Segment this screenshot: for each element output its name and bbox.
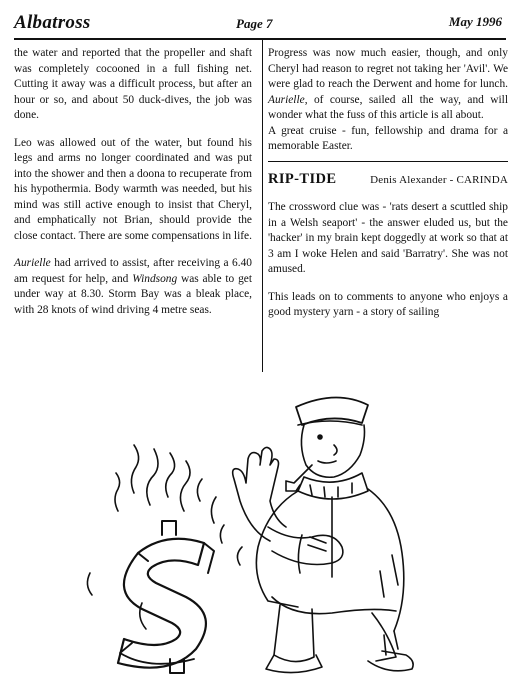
right-paragraph-5: This leads on to comments to anyone who enjoys a good mystery yarn - a story of sailing	[268, 290, 508, 318]
paragraph-text: Progress was now much easier, though, and only Cheryl had reason to regret not taking her 'Avil'. We were glad to reach the Derwent and home for lunch.	[268, 47, 508, 90]
section-divider	[268, 161, 508, 162]
left-paragraph-1: the water and reported that the propeller and shaft was completely cocooned in a full fishing net. Cutting it away was a difficult process, but after an hour or so, and about 50 duck-dives, the job was done.	[14, 47, 252, 121]
boat-name: Aurielle	[14, 257, 51, 269]
right-paragraph-1	[268, 46, 508, 124]
right-paragraph-4: The crossword clue was - 'rats desert a scuttled ship in a Welsh seaport' - the answer eluded us, but the 'hacker' in my brain kept doggedly at work so that at 3 am I woke Helen and said 'Barratry'. She was not amused.	[268, 201, 508, 275]
column-divider	[262, 40, 263, 372]
article-title: RIP-TIDE	[268, 170, 337, 187]
right-paragraph-3: A great cruise - fun, fellowship and drama for a memorable Easter.	[268, 124, 508, 152]
page-header	[14, 12, 504, 34]
left-paragraph-2: Leo was allowed out of the water, but found his legs and arms no longer coordinated and was put into the shower and then a doona to recuperate from his hypothermia. Body warmth was needed, but his mind was still active enough to insist that Cheryl, and emphatically not Brian, should provide the close contact. There are some compensations in life.	[14, 136, 252, 242]
header-rule	[14, 38, 506, 40]
paragraph-text: had arrived to assist, after receiving a 6.40 am request for help, and	[14, 257, 252, 285]
boat-name: Windsong	[132, 272, 178, 285]
right-column	[268, 46, 508, 333]
boat-name: Aurielle	[268, 93, 305, 106]
issue-date: May 1996	[448, 14, 502, 29]
paragraph-text: , of course, sailed all the way, and will wonder what the fuss of this article is all about.	[268, 93, 508, 121]
left-paragraph-3	[14, 256, 252, 318]
page-number: Page 7	[236, 16, 273, 31]
left-column	[14, 46, 252, 330]
newsletter-masthead: Albatross	[14, 12, 91, 33]
sailor-warming-hands-illustration	[72, 385, 442, 685]
article-byline: Denis Alexander - CARINDA	[370, 173, 508, 186]
article-heading	[268, 172, 508, 189]
paragraph-text: was able to get under way at 8.30. Storm Bay was a bleak place, with 28 knots of wind driving 4 metre seas.	[14, 272, 252, 316]
